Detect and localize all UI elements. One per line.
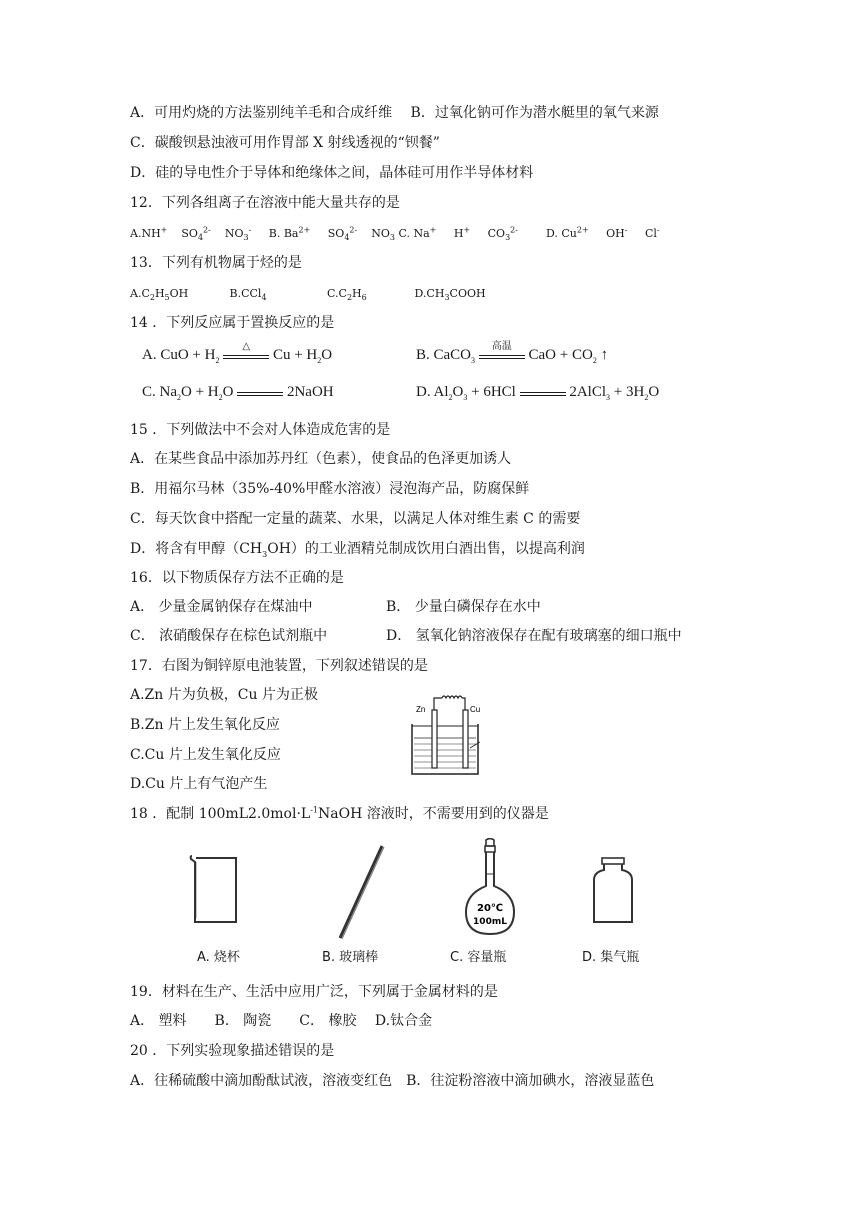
q15-stem: 15 ．下列做法中不会对人体造成危害的是	[130, 422, 391, 438]
q14-stem: 14 ．下列反应属于置换反应的是	[130, 315, 335, 331]
q14-option-c: C. $Na_2O + H_2O$ 2NaOH	[142, 384, 334, 402]
q17-option-d: D.Cu 片上有气泡产生	[130, 776, 268, 792]
q16-stem: 16．以下物质保存方法不正确的是	[130, 570, 344, 586]
q19-stem: 19．材料在生产、生活中应用广泛，下列属于金属材料的是	[130, 984, 498, 1000]
instrument-caption-volumetric-flask: C. 容量瓶	[450, 950, 507, 965]
q13-option-b: B.CCl$_4$	[229, 287, 267, 303]
copper-electrode-icon	[463, 710, 468, 768]
q17-option-a: A.Zn 片为负极，Cu 片为正极	[130, 687, 318, 703]
q13-option-c: $C.C_2H_6$	[327, 287, 367, 303]
q16-option-c: C． 浓硝酸保存在棕色试剂瓶中	[130, 628, 328, 644]
glass-rod-icon	[330, 842, 390, 942]
q16-option-d: D． 氢氧化钠溶液保存在配有玻璃塞的细口瓶中	[386, 628, 682, 644]
q14-option-b: B. CaCO$_3$ 高温 CaO + $CO_2$ ↑	[416, 340, 609, 365]
resistor-coil-icon	[442, 696, 462, 698]
svg-text:20℃: 20℃	[476, 903, 504, 914]
q16-option-a: A． 少量金属钠保存在煤油中	[130, 599, 313, 615]
q11-option-d: D．硅的导电性介于导体和绝缘体之间，晶体硅可用作半导体材料	[130, 165, 534, 181]
q16-option-b: B． 少量白磷保存在水中	[386, 599, 541, 615]
instrument-caption-glass-rod: B. 玻璃棒	[322, 950, 379, 965]
q14-option-a: A. CuO + $H_2$ △ $Cu + H_2O$	[142, 340, 333, 365]
reaction-arrow	[520, 387, 566, 399]
q17-stem: 17．右图为铜锌原电池装置，下列叙述错误的是	[130, 658, 428, 674]
svg-text:100mL: 100mL	[473, 917, 507, 927]
q12-option-a: A.NH+	[130, 225, 168, 240]
q13-stem: 13．下列有机物属于烃的是	[130, 255, 302, 271]
instrument-caption-gas-jar: D. 集气瓶	[582, 950, 640, 965]
gas-arrow-icon: ↑	[600, 347, 609, 363]
zn-label: Zn	[416, 705, 426, 714]
q20-options-ab: A．往稀硫酸中滴加酚酞试液，溶液变红色 B．往淀粉溶液中滴加碘水，溶液显蓝色	[130, 1073, 655, 1089]
q20-stem: 20 ．下列实验现象描述错误的是	[130, 1043, 335, 1059]
instrument-caption-beaker: A. 烧杯	[197, 950, 240, 965]
q12-option-d: D. $Cu^{2+}$	[545, 225, 589, 240]
reaction-arrow: △	[223, 350, 269, 362]
reaction-arrow	[237, 387, 283, 399]
q17-option-c: C.Cu 片上发生氧化反应	[130, 747, 281, 763]
q15-option-b: B．用福尔马林（35%-40%甲醛水溶液）浸泡海产品，防腐保鲜	[130, 481, 530, 497]
q15-option-a: A．在某些食品中添加苏丹红（色素），使食品的色泽更加诱人	[130, 451, 512, 467]
q13-option-a: $A.C_2H_5OH$	[130, 287, 189, 303]
q13-option-d: $D.CH_3COOH$	[414, 287, 486, 303]
q19-options: A． 塑料 B． 陶瓷 C． 橡胶 D.钛合金	[130, 1013, 433, 1029]
q15-option-c: C．每天饮食中搭配一定量的蔬菜、水果，以满足人体对维生素 C 的需要	[130, 511, 581, 527]
q15-option-d: D．将含有甲醇$(CH_3OH)$的工业酒精兑制成饮用白酒出售，以提高利润	[130, 541, 585, 559]
q12-option-c: C. Na+	[398, 225, 437, 240]
q12-stem: 12．下列各组离子在溶液中能大量共存的是	[130, 195, 400, 211]
cu-label: Cu	[470, 705, 481, 714]
volumetric-flask-icon	[460, 838, 520, 938]
zinc-electrode-icon	[432, 710, 437, 768]
q13-options	[130, 285, 486, 303]
q17-option-b: B.Zn 片上发生氧化反应	[130, 717, 280, 733]
q11-option-c: C．碳酸钡悬浊液可用作胃部 X 射线透视的“钡餐”	[130, 135, 440, 151]
q18-stem: 18 ．配制 $100mL2.0mol\cdot L^{-1}NaOH$ 溶液时，不需要用到的仪器是	[130, 805, 549, 822]
q12-options: A.NH+ $SO_4^{2-}$ $NO_3^-$ B. $Ba^{2+}$ $SO_4^{2-}$ $NO_3$ C. Na+ H+ $CO_3^{2-}$ D. $Cu^{2+}$ OH- Cl-	[130, 225, 660, 243]
beaker-instrument-icon	[188, 852, 242, 926]
q14-option-d: D. $Al_2O_3 + 6HCl$ 2AlCl$_3$ + $3H_2O$	[416, 384, 660, 402]
galvanic-cell-figure	[404, 690, 486, 782]
reaction-arrow: 高温	[479, 350, 525, 362]
gas-jar-icon	[590, 856, 636, 926]
q11-option-ab: A．可用灼烧的方法鉴别纯羊毛和合成纤维 B．过氧化钠可作为潜水艇里的氧气来源	[130, 105, 659, 121]
q12-option-b: B. $Ba^{2+}$	[268, 225, 311, 240]
